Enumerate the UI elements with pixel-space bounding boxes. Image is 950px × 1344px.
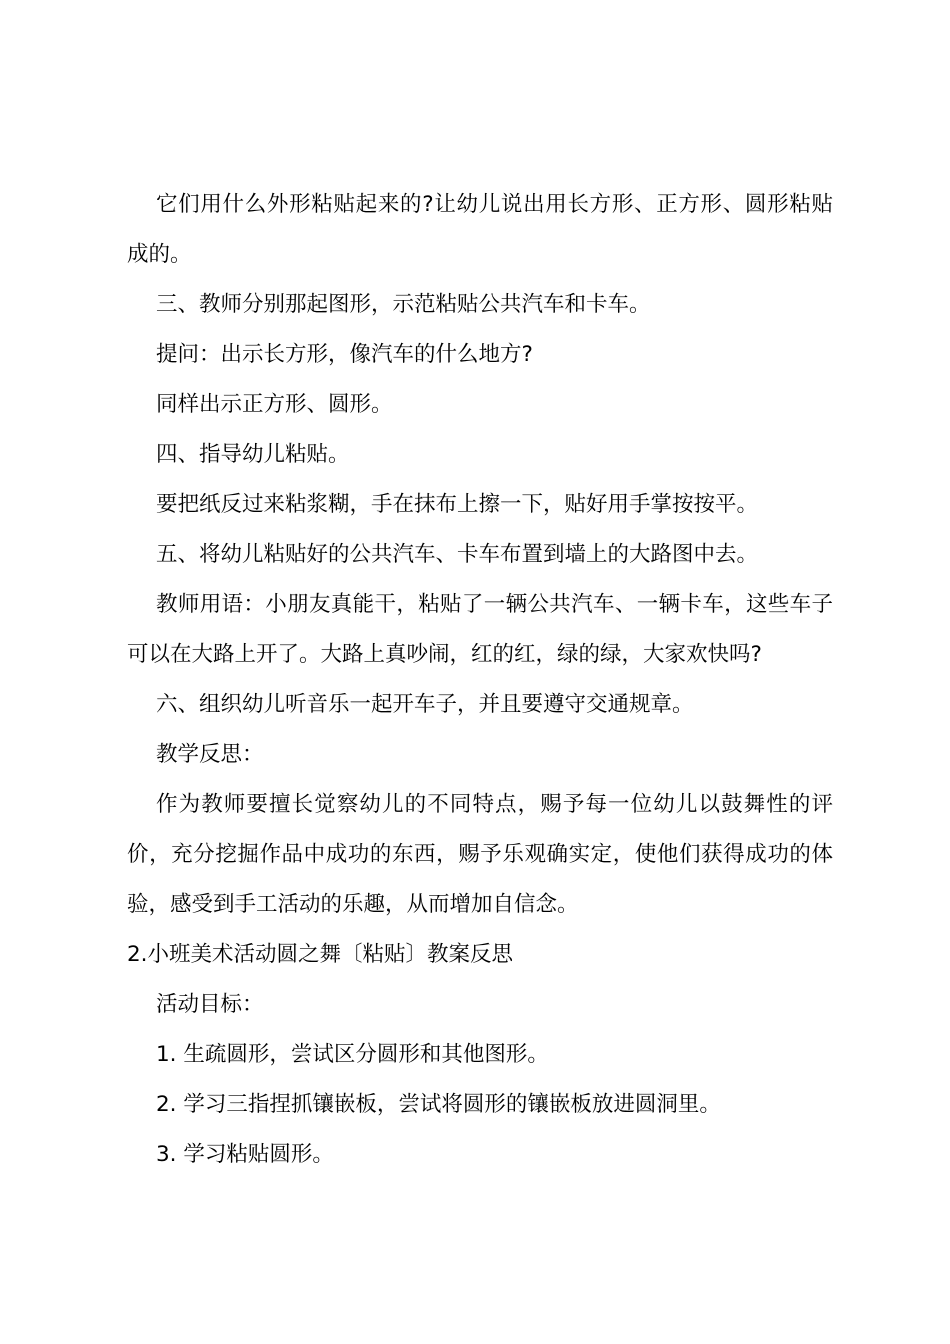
paragraph-8: 教师用语：小朋友真能干，粘贴了一辆公共汽车、一辆卡车，这些车子可以在大路上开了。大路上真吵闹，红的红，绿的绿，大家欢快吗? <box>127 592 833 667</box>
paragraph-3: 提问：出示长方形，像汽车的什么地方? <box>156 342 533 367</box>
paragraph-1: 它们用什么外形粘贴起来的?让幼儿说出用长方形、正方形、圆形粘贴成的。 <box>127 192 833 267</box>
list-item-3: 3. 学习粘贴圆形。 <box>156 1142 334 1167</box>
paragraph-7: 五、将幼儿粘贴好的公共汽车、卡车布置到墙上的大路图中去。 <box>156 542 759 567</box>
paragraph-6: 要把纸反过来粘浆糊，手在抹布上擦一下，贴好用手掌按按平。 <box>156 492 759 517</box>
paragraph-5: 四、指导幼儿粘贴。 <box>156 442 350 467</box>
paragraph-2: 三、教师分别那起图形，示范粘贴公共汽车和卡车。 <box>156 292 651 317</box>
list-item-2: 2. 学习三指捏抓镶嵌板，尝试将圆形的镶嵌板放进圆洞里。 <box>156 1092 721 1117</box>
paragraph-11: 作为教师要擅长觉察幼儿的不同特点，赐予每一位幼儿以鼓舞性的评价，充分挖掘作品中成功的东西，赐予乐观确实定，使他们获得成功的体验，感受到手工活动的乐趣，从而增加自信念。 <box>127 792 833 917</box>
list-item-1: 1. 生疏圆形，尝试区分圆形和其他图形。 <box>156 1042 549 1067</box>
paragraph-9: 六、组织幼儿听音乐一起开车子，并且要遵守交通规章。 <box>156 692 694 717</box>
document-page <box>127 180 833 1180</box>
section-heading: 2.小班美术活动圆之舞〔粘贴〕教案反思 <box>127 942 514 967</box>
paragraph-4: 同样出示正方形、圆形。 <box>156 392 393 417</box>
paragraph-10: 教学反思： <box>156 742 264 767</box>
paragraph-13: 活动目标： <box>156 992 264 1017</box>
